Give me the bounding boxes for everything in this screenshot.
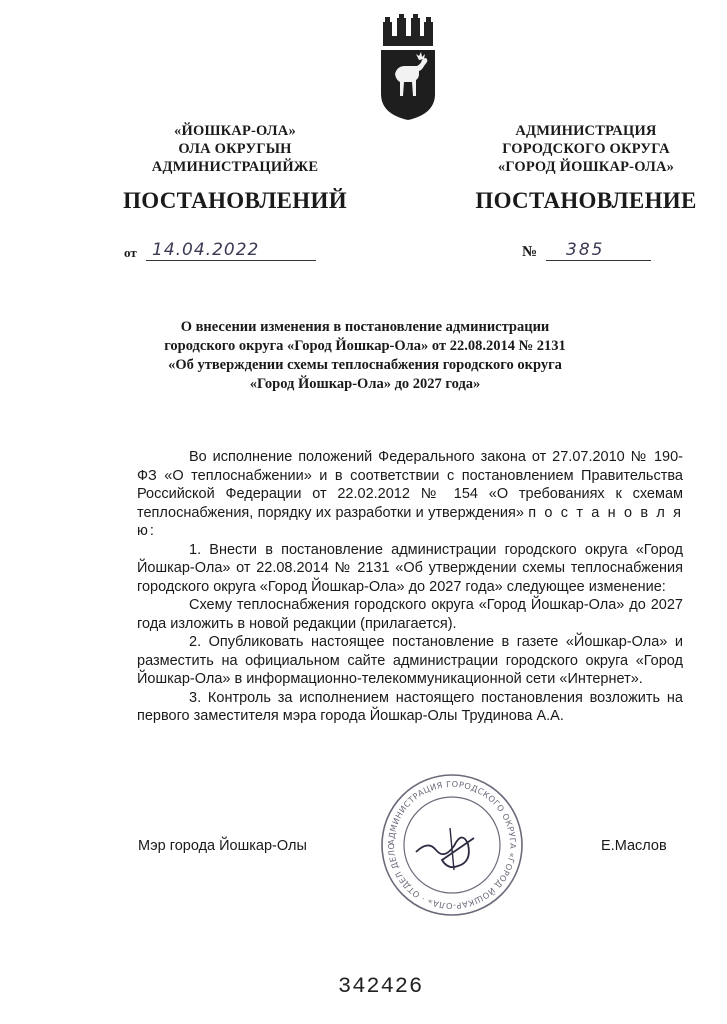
date-value-handwritten: 14.04.2022: [152, 240, 260, 260]
item-3-paragraph: 3. Контроль за исполнением настоящего постановления возложить на первого заместителя мэра города Йошкар-Олы Трудинова А.А.: [137, 689, 683, 724]
intro-text: Во исполнение положений Федерального закона от 27.07.2010 № 190-ФЗ «О теплоснабжении» и в соответствии с постановлением Правительства Российской Федерации от 22.02.2012 № 154 «О требованиях к схемам теплоснабжения, порядку их разработки и утверждения»: [137, 449, 683, 521]
number-value-handwritten: 385: [566, 240, 605, 260]
header-left-block: [120, 122, 350, 176]
document-title: [150, 318, 580, 394]
item-2-paragraph: 2. Опубликовать настоящее постановление в газете «Йошкар-Ола» и разместить на официальном сайте администрации городского округа «Город Йошкар-Ола» в информационно-телекоммуникационной сети «Интернет».: [137, 634, 683, 687]
header-left-line: ОЛА ОКРУГЫН: [178, 141, 292, 157]
item-1-sub-paragraph: Схему теплоснабжения городского округа «Город Йошкар-Ола» до 2027 года изложить в новой редакции (прилагается).: [137, 597, 683, 632]
signer-name: Е.Маслов: [601, 838, 667, 854]
official-stamp: [378, 770, 526, 920]
doc-type-russian: ПОСТАНОВЛЕНИЕ: [475, 188, 697, 213]
title-line: «Об утверждении схемы теплоснабжения городского округа: [168, 357, 562, 373]
number-label: №: [522, 244, 538, 260]
decree-word: п о с т а н о в л я ю:: [137, 504, 684, 539]
header-left-line: АДМИНИСТРАЦИЙЖЕ: [151, 159, 319, 175]
title-line: «Город Йошкар-Ола» до 2027 года»: [249, 376, 481, 392]
title-line: О внесении изменения в постановление администрации: [180, 319, 550, 335]
signer-position: Мэр города Йошкар-Олы: [138, 838, 307, 854]
doc-type-mari: ПОСТАНОВЛЕНИЙ: [123, 188, 347, 213]
coat-of-arms-emblem: [375, 14, 441, 122]
title-line: городского округа «Город Йошкар-Ола» от 22.08.2014 № 2131: [164, 338, 566, 354]
stamp-text: АДМИНИСТРАЦИЯ ГОРОДСКОГО ОКРУГА «ГОРОД ЙОШКАР-ОЛА» · ОТДЕЛ ДЕЛО: [385, 778, 519, 912]
header-right-line: «ГОРОД ЙОШКАР-ОЛА»: [497, 159, 675, 175]
handwritten-signature: [416, 837, 474, 867]
serial-number: 342426: [338, 974, 424, 999]
item-1-paragraph: 1. Внести в постановление администрации городского округа «Город Йошкар-Ола» от 22.08.2014 № 2131 «Об утверждении схемы теплоснабжения городского округа «Город Йошкар-Ола» до 2027 года» следующее изменение:: [137, 541, 683, 595]
header-right-block: [470, 122, 702, 176]
header-right-line: ГОРОДСКОГО ОКРУГА: [502, 141, 670, 157]
intro-paragraph: [137, 448, 683, 541]
header-left-line: «ЙОШКАР-ОЛА»: [174, 123, 296, 139]
header-right-line: АДМИНИСТРАЦИЯ: [515, 123, 657, 139]
number-underline: [546, 260, 651, 261]
date-label: от: [124, 245, 137, 260]
document-body: [137, 448, 683, 726]
date-underline: [146, 260, 316, 261]
